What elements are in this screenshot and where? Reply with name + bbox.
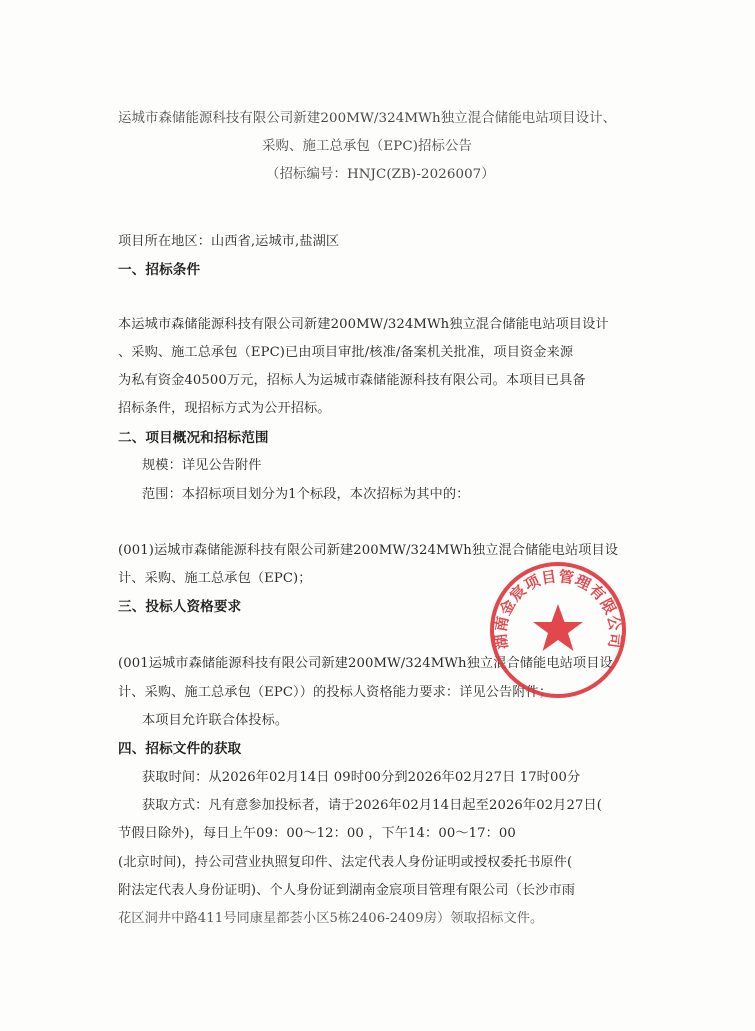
section1-paragraph-line-4: 招标条件，现招标方式为公开招标。 — [118, 401, 331, 416]
document-title-line-1: 运城市森储能源科技有限公司新建200MW/324MWh独立混合储能电站项目设计、 — [118, 111, 617, 126]
section-heading-3: 三、投标人资格要求 — [118, 599, 242, 615]
star-icon — [533, 604, 583, 651]
acquisition-method-line-2: 节假日除外)，每日上午09：00～12：00 ，下午14：00～17：00 — [118, 826, 516, 841]
section1-paragraph-line-2: 、采购、施工总承包（EPC)已由项目审批/核准/备案机关批准，项目资金来源 — [118, 345, 574, 360]
acquisition-time-line: 获取时间：从2026年02月14日 09时00分到2026年02月27日 17时00分 — [142, 770, 581, 785]
section-heading-2: 二、项目概况和招标范围 — [118, 430, 269, 446]
acquisition-method-line-5: 花区洞井中路411号同康星都荟小区5栋2406-2409房）领取招标文件。 — [118, 911, 544, 926]
acquisition-method-line-4: 附法定代表人身份证明)、个人身份证到湖南金宸项目管理有限公司（长沙市雨 — [118, 883, 576, 898]
scope-line: 范围：本招标项目划分为1个标段，本次招标为其中的： — [142, 487, 470, 502]
lot-line-1: (001)运城市森储能源科技有限公司新建200MW/324MWh独立混合储能电站项目设 — [118, 543, 619, 558]
seal-text: 湖南金宸项目管理有限公司 — [491, 567, 625, 651]
document-title-line-3: （招标编号：HNJC(ZB)-2026007） — [266, 167, 495, 182]
lot-line-2: 计、采购、施工总承包（EPC)； — [118, 571, 312, 586]
qualification-line-2: 计、采购、施工总承包（EPC））的投标人资格能力要求：详见公告附件； — [118, 685, 553, 700]
acquisition-method-line-1: 获取方式：凡有意参加投标者，请于2026年02月14日起至2026年02月27日( — [142, 798, 602, 813]
consortium-line: 本项目允许联合体投标。 — [142, 713, 289, 728]
scale-line: 规模：详见公告附件 — [142, 458, 262, 473]
section-heading-1: 一、招标条件 — [118, 262, 201, 278]
document-title-line-2: 采购、施工总承包（EPC)招标公告 — [262, 139, 473, 154]
qualification-line-1: (001运城市森储能源科技有限公司新建200MW/324MWh独立混合储能电站项目设 — [118, 656, 613, 671]
section1-paragraph-line-1: 本运城市森储能源科技有限公司新建200MW/324MWh独立混合储能电站项目设计 — [118, 317, 609, 332]
acquisition-method-line-3: (北京时间)，持公司营业执照复印件、法定代表人身份证明或授权委托书原件( — [118, 855, 573, 870]
company-seal-stamp — [488, 560, 628, 700]
section1-paragraph-line-3: 为私有资金40500万元，招标人为运城市森储能源科技有限公司。本项目已具备 — [118, 373, 586, 388]
section-heading-4: 四、招标文件的获取 — [118, 741, 242, 757]
project-region: 项目所在地区：山西省,运城市,盐湖区 — [118, 234, 340, 249]
